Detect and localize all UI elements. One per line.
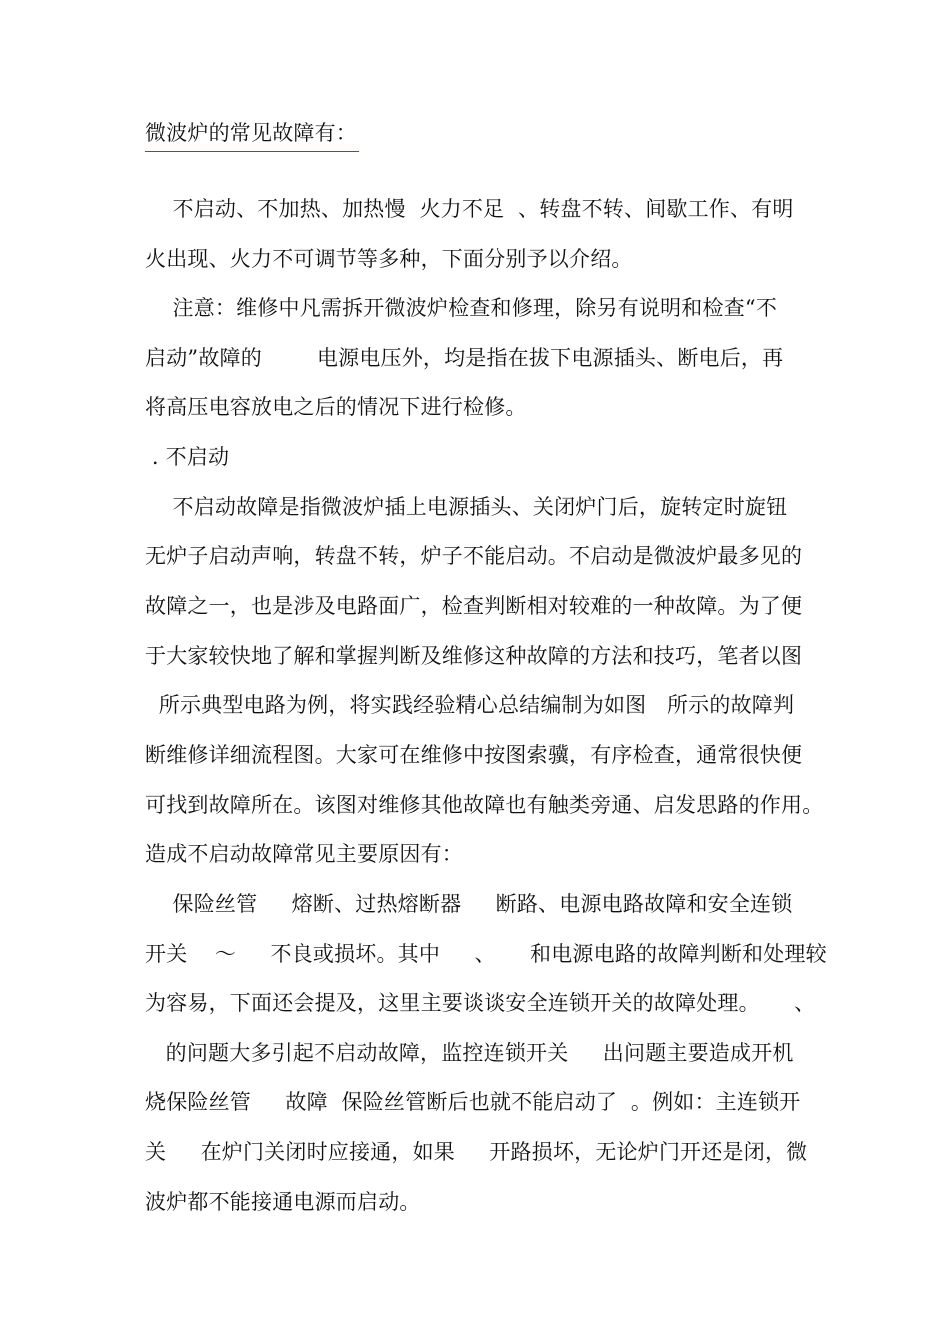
- paragraph-line: 的问题大多引起不启动故障，监控连锁开关 出问题主要造成开机: [145, 1041, 794, 1065]
- paragraph-line: 火出现、火力不可调节等多种，下面分别予以介绍。: [145, 247, 633, 271]
- paragraph-line: 所示典型电路为例，将实践经验精心总结编制为如图 所示的故障判: [145, 693, 795, 717]
- paragraph-line: 启动”故障的 电源电压外，均是指在拔下电源插头、断电后，再: [145, 346, 784, 370]
- paragraph-line: 关 在炉门关闭时应接通，如果 开路损坏，无论炉门开还是闭，微: [145, 1140, 808, 1164]
- paragraph-line: 于大家较快地了解和掌握判断及维修这种故障的方法和技巧，笔者以图: [145, 644, 803, 668]
- paragraph-line: 造成不启动故障常见主要原因有：: [145, 842, 463, 866]
- paragraph-line: 波炉都不能接通电源而启动。: [145, 1190, 421, 1214]
- subsection-title: . 不启动: [145, 445, 230, 469]
- paragraph-line: 将高压电容放电之后的情况下进行检修。: [145, 395, 527, 419]
- paragraph-line: 开关 ～ 不良或损坏。其中 、 和电源电路的故障判断和处理较: [145, 942, 827, 966]
- heading-underline: [145, 151, 359, 152]
- paragraph-line: 烧保险丝管 故障 保险丝管断后也就不能启动了 。例如：主连锁开: [145, 1090, 801, 1114]
- paragraph-line: 不启动故障是指微波炉插上电源插头、关闭炉门后，旋转定时旋钮: [145, 495, 788, 519]
- paragraph-line: 为容易，下面还会提及，这里主要谈谈安全连锁开关的故障处理。 、: [145, 991, 816, 1015]
- paragraph-line: 可找到故障所在。该图对维修其他故障也有触类旁通、启发思路的作用。: [145, 793, 824, 817]
- paragraph-line: 无炉子启动声响，转盘不转，炉子不能启动。不启动是微波炉最多见的: [145, 544, 803, 568]
- section-heading: 微波炉的常见故障有：: [145, 121, 357, 145]
- paragraph-line: 故障之一，也是涉及电路面广，检查判断相对较难的一种故障。为了便: [145, 594, 803, 618]
- paragraph-line: 不启动、不加热、加热慢 火力不足 、转盘不转、间歇工作、有明: [145, 197, 794, 221]
- paragraph-line: 保险丝管 熔断、过热熔断器 断路、电源电路故障和安全连锁: [145, 892, 793, 916]
- paragraph-line: 断维修详细流程图。大家可在维修中按图索骥，有序检查，通常很快便: [145, 743, 803, 767]
- paragraph-line: 注意：维修中凡需拆开微波炉检查和修理，除另有说明和检查“不: [145, 296, 778, 320]
